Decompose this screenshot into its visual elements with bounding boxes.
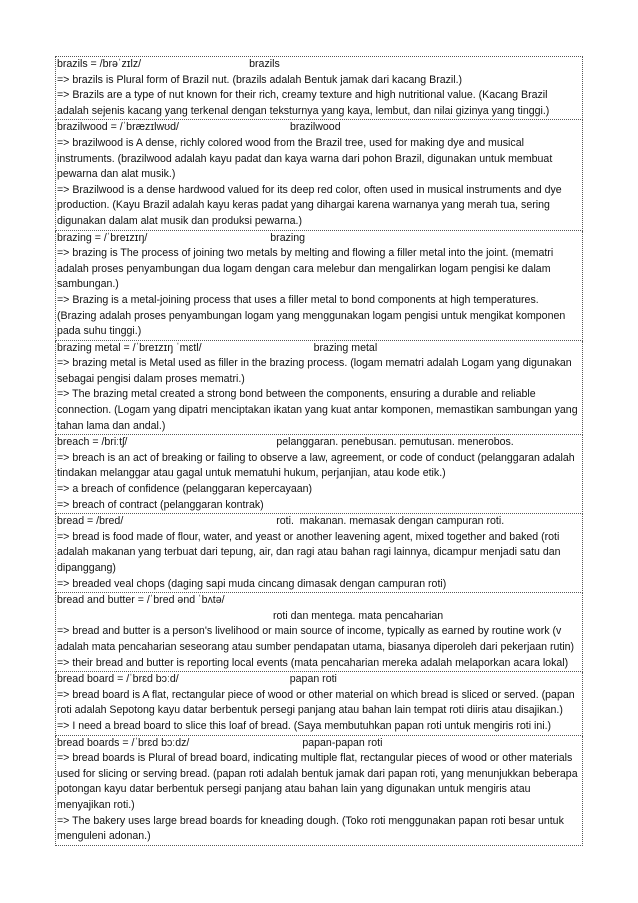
entry-header [57, 231, 581, 247]
dictionary-entry [55, 231, 583, 341]
headword-pronunciation: brazing = /ˈbreɪzɪŋ/ [57, 231, 148, 244]
dictionary-entry [55, 736, 583, 846]
headword-pronunciation: brazilwood = /ˈbræzɪlwʊd/ [57, 121, 179, 134]
entry-header [57, 57, 581, 73]
translation: brazilwood [289, 121, 341, 134]
entry-header [57, 120, 581, 136]
translation: papan-papan roti [302, 736, 383, 749]
definition-line: => brazilwood is A dense, richly colored wood from the Brazil tree, used for making dye and musical instruments. (brazilwood adalah kayu padat dan kaya warna dari pohon Brazil, digunakan untuk membuat pewarna dan alat musik.) [57, 136, 553, 181]
example-line: => The brazing metal created a strong bond between the components, ensuring a durable and reliable connection. (Logam yang dipatri menciptakan ikatan yang kuat antar komponen, memastikan sambungan yang tahan lama dan andal.) [57, 388, 578, 432]
headword-pronunciation: bread = /bred/ [57, 515, 124, 528]
entry-header [57, 593, 581, 624]
entry-header [57, 736, 581, 752]
translation: roti dan mentega. mata pencaharian [273, 609, 444, 622]
headword-pronunciation: breach = /briːtʃ/ [57, 436, 128, 449]
headword-pronunciation: bread board = /ˈbrɛd bɔːd/ [57, 673, 179, 686]
dictionary-entry [55, 514, 583, 593]
entry-header [57, 435, 581, 451]
example-line: => The bakery uses large bread boards for kneading dough. (Toko roti menggunakan papan roti besar untuk menguleni adonan.) [57, 814, 564, 843]
dictionary-page [55, 56, 583, 846]
definition-line: => breach is an act of breaking or failing to observe a law, agreement, or code of conduct (pelanggaran adalah tindakan melanggar atau gagal untuk mematuhi hukum, perjanjian, atau kode etik.) [57, 451, 575, 480]
translation: roti. makanan. memasak dengan campuran roti. [276, 515, 505, 528]
example-line: => I need a bread board to slice this loaf of bread. (Saya membutuhkan papan roti untuk mengiris roti ini.) [57, 719, 552, 732]
dictionary-entry [55, 593, 583, 672]
example-line: => breaded veal chops (daging sapi muda cincang dimasak dengan campuran roti) [57, 577, 447, 590]
headword-pronunciation: bread boards = /ˈbrɛd bɔːdz/ [57, 736, 190, 749]
example-line: => Brazing is a metal-joining process that uses a filler metal to bond components at high temperatures. (Brazing adalah proses penyambungan logam yang menggunakan logam pengisi untuk mengikat komponen pada suhu tinggi.) [57, 293, 566, 338]
example-line: => Brazils are a type of nut known for their rich, creamy texture and high nutritional value. (Kacang Brazil adalah sejenis kacang yang terkenal dengan teksturnya yang kaya, lembut, dan nilai gizinya yang tinggi.) [57, 89, 550, 117]
translation: papan roti [289, 673, 337, 686]
example-line: => breach of contract (pelanggaran kontrak) [57, 498, 264, 511]
definition-line: => bread boards is Plural of bread board, indicating multiple flat, rectangular pieces of wood or other materials used for slicing or serving bread. (papan roti adalah bentuk jamak dari papan roti, yang menunjukkan beberapa potongan kayu datar berbentuk persegi panjang atau bahan lain yang digunakan untuk mengiris atau menyajikan roti.) [57, 752, 578, 811]
definition-line: => brazing is The process of joining two metals by melting and flowing a filler metal into the joint. (mematri adalah proses penyambungan dua logam dengan cara melebur dan mengalirkan logam pengisi ke dalam sambungan.) [57, 247, 554, 291]
headword-pronunciation: brazils = /brəˈzɪlz/ [57, 58, 142, 70]
entry-header [57, 514, 581, 530]
dictionary-entry [55, 120, 583, 230]
entry-header [57, 341, 581, 357]
definition-line: => bread is food made of flour, water, and yeast or another leavening agent, mixed together and baked (roti adalah makanan yang terbuat dari tepung, air, dan ragi atau bahan ragi lainnya, dicampur menjadi satu dan dipanggang) [57, 530, 561, 574]
definition-line: => bread board is A flat, rectangular piece of wood or other material on which bread is sliced or served. (papan roti adalah Sepotong kayu datar berbentuk persegi panjang atau bahan lain tempat roti diiris atau disajikan.) [57, 688, 575, 717]
example-line: => their bread and butter is reporting local events (mata pencaharian mereka adalah melaporkan acara lokal) [57, 656, 569, 669]
example-line: => a breach of confidence (pelanggaran kepercayaan) [57, 483, 313, 496]
entry-header [57, 672, 581, 688]
headword-pronunciation: brazing metal = /ˈbreɪzɪŋ ˈmɛtl/ [57, 341, 202, 354]
dictionary-entry [55, 435, 583, 514]
headword-pronunciation: bread and butter = /ˈbred ənd ˈbʌtə/ [57, 594, 225, 607]
translation: brazing metal [313, 341, 378, 354]
dictionary-entry [55, 672, 583, 735]
translation: pelanggaran. penebusan. pemutusan. menerobos. [276, 436, 514, 449]
dictionary-entry [55, 341, 583, 436]
dictionary-entry [55, 56, 583, 120]
translation: brazils [249, 58, 280, 70]
translation: brazing [270, 231, 306, 244]
definition-line: => brazils is Plural form of Brazil nut. (brazils adalah Bentuk jamak dari kacang Brazil.) [57, 73, 463, 86]
definition-line: => bread and butter is a person's livelihood or main source of income, typically as earned by routine work (v adalah mata pencaharian seseorang atau sumber pendapatan utama, biasanya diperoleh dari pekerjaan rutin) [57, 625, 575, 653]
example-line: => Brazilwood is a dense hardwood valued for its deep red color, often used in musical instruments and dye production. (Kayu Brazil adalah kayu keras padat yang dihargai karena warnanya yang merah tua, sering digunakan dalam alat musik dan produksi pewarna.) [57, 183, 562, 227]
definition-line: => brazing metal is Metal used as filler in the brazing process. (logam mematri adalah Logam yang digunakan sebagai pengisi dalam proses mematri.) [57, 357, 572, 385]
